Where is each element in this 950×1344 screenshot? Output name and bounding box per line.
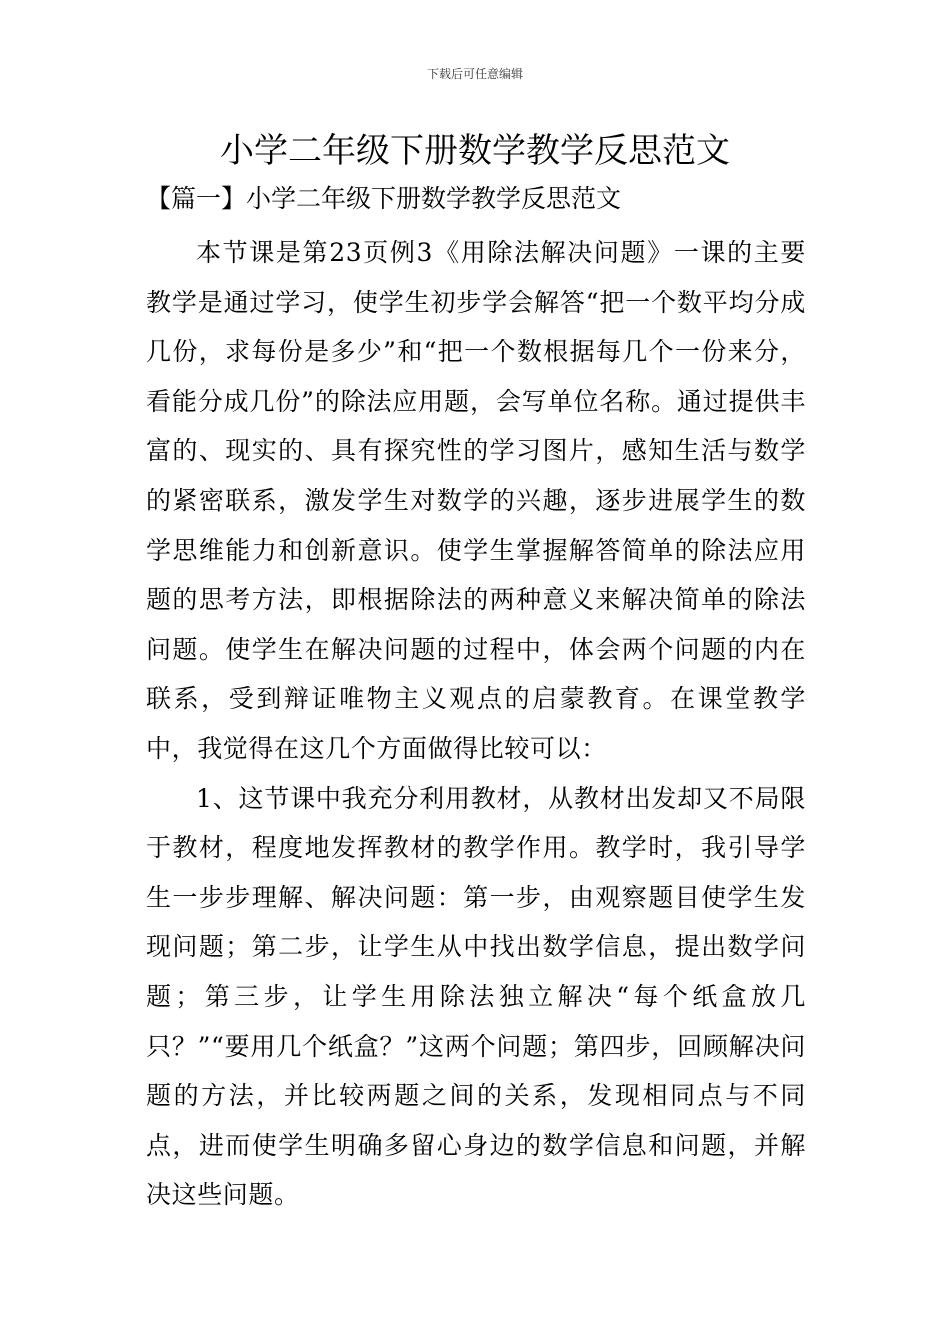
paragraph-2: 1、这节课中我充分利用教材，从教材出发却又不局限于教材，程度地发挥教材的教学作用。教学时，我引导学生一步步理解、解决问题：第一步，由观察题目使学生发现问题；第二步，让学生从中找出数学信息，提出数学问题；第三步，让学生用除法独立解决“每个纸盒放几只？”“要用几个纸盒？”这两个问题；第四步，回顾解决问题的方法，并比较两题之间的关系，发现相同点与不同点，进而使学生明确多留心身边的数学信息和问题，并解决这些问题。 — [146, 783, 806, 1210]
header-note: 下载后可任意编辑 — [426, 67, 523, 81]
section-heading: 【篇一】小学二年级下册数学教学反思范文 — [146, 184, 622, 213]
document-body — [146, 180, 806, 1220]
paragraph-1: 本节课是第23页例3《用除法解决问题》一课的主要教学是通过学习，使学生初步学会解答“把一个数平均分成几份，求每份是多少”和“把一个数根据每几个一份来分，看能分成几份”的除法应用题，会写单位名称。通过提供丰富的、现实的、具有探究性的学习图片，感知生活与数学的紧密联系，激发学生对数学的兴趣，逐步进展学生的数学思维能力和创新意识。使学生掌握解答简单的除法应用题的思考方法，即根据除法的两种意义来解决简单的除法问题。使学生在解决问题的过程中，体会两个问题的内在联系，受到辩证唯物主义观点的启蒙教育。在课堂教学中，我觉得在这几个方面做得比较可以： — [146, 238, 806, 763]
document-title: 小学二年级下册数学教学反思范文 — [220, 131, 730, 171]
